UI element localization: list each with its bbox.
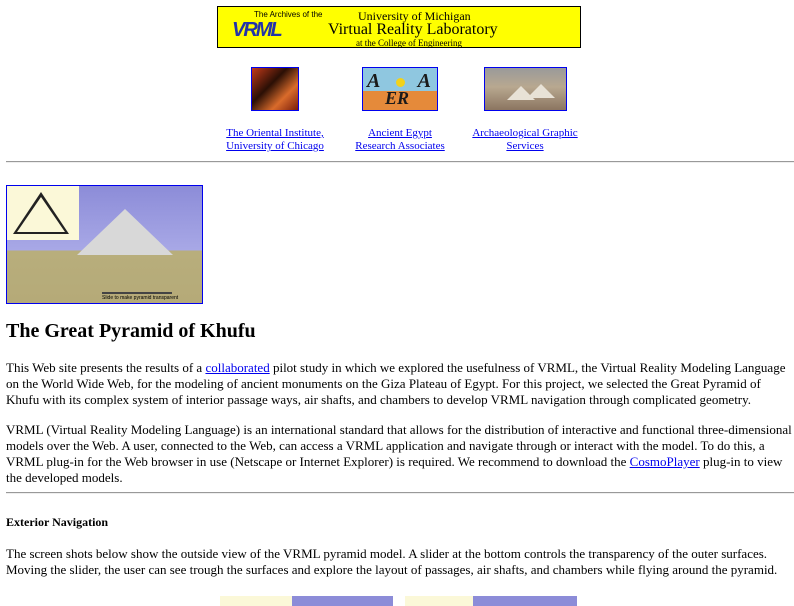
banner-university-text: University of Michigan	[358, 9, 471, 23]
screenshot-thumbnail[interactable]	[220, 596, 292, 606]
ags-link-line2[interactable]: Services	[506, 140, 544, 152]
intro-paragraph	[6, 360, 792, 408]
intro-text-start: This Web site presents the results of a	[6, 360, 206, 375]
vrl-banner[interactable]	[217, 6, 581, 48]
aer-logo-letter-a-left: A	[367, 70, 381, 92]
vrml-logo: VRML	[232, 19, 281, 41]
collaborated-link[interactable]: collaborated	[205, 360, 270, 375]
banner-archives-text: The Archives of the	[254, 10, 323, 19]
aer-logo-letter-a-right: A	[417, 70, 431, 92]
pyramid-model	[77, 209, 173, 255]
divider	[6, 492, 794, 494]
aer-link-line2[interactable]: Research Associates	[355, 140, 445, 152]
divider	[6, 161, 794, 163]
oriental-institute-image-link[interactable]	[251, 67, 299, 111]
aer-logo-letters-er: ER	[385, 88, 410, 108]
oriental-institute-link-line2[interactable]: University of Chicago	[226, 140, 324, 152]
vrml-paragraph	[6, 422, 792, 486]
banner-college-text: at the College of Engineering	[356, 38, 462, 48]
aer-link-block	[350, 127, 450, 153]
inset-pyramid-inner	[17, 197, 65, 232]
inset-map	[7, 186, 79, 240]
aer-link-line1[interactable]: Ancient Egypt	[368, 127, 432, 139]
exterior-paragraph: The screen shots below show the outside view of the VRML pyramid model. A slider at the bottom controls the transparency of the outer surfaces. Moving the slider, the user can see trough the surfaces and explore the layout of passages, air shafts, and chambers while flying around the pyramid.	[6, 546, 778, 577]
page-title: The Great Pyramid of Khufu	[6, 320, 256, 342]
intro-text-end: pilot study in which we explored the usefulness of VRML, the Virtual Reality Modeling Language on the World Wide Web, for the modeling of ancient monuments on the Giza Plateau of Egypt. For this project, we selected the Great Pyramid of Khufu with its complex system of interior passage ways, air shafts, and chambers to develop VRML navigation through complicated geometry.	[6, 360, 786, 407]
sun-icon	[396, 78, 405, 87]
transparency-slider[interactable]	[102, 292, 172, 294]
screenshot-thumbnail[interactable]	[292, 596, 393, 606]
ags-link-block	[470, 127, 580, 153]
vrml-pyramid-viewer-image[interactable]	[6, 185, 203, 304]
vrml-text-start: VRML (Virtual Reality Modeling Language) is an international standard that allows for the distribution of interactive and functional three-dimensional models over the Web. A user, connected to the Web, can access a VRML application and navigate through or interact with the model. To do this, a VRML plug-in for the Web browser in use (Netscape or Internet Explorer) is required. We recommend to download the	[6, 422, 792, 469]
aer-logo-image-link[interactable]	[362, 67, 438, 111]
section-heading: Exterior Navigation	[6, 515, 109, 529]
ags-link-line1[interactable]: Archaeological Graphic	[472, 127, 578, 139]
screenshot-thumbnail[interactable]	[405, 596, 473, 606]
screenshot-thumbnail[interactable]	[473, 596, 577, 606]
vrml-text-end: plug-in to view the developed models.	[6, 454, 783, 485]
pyramid-icon	[527, 84, 555, 98]
oriental-institute-link-line1[interactable]: The Oriental Institute,	[226, 127, 324, 139]
oriental-institute-link-block	[225, 127, 325, 153]
archaeological-graphic-image-link[interactable]	[484, 67, 567, 111]
slider-caption: Slide to make pyramid transparent	[102, 295, 179, 301]
banner-lab-title: Virtual Reality Laboratory	[328, 21, 498, 38]
cosmoplayer-link[interactable]: CosmoPlayer	[629, 454, 700, 469]
